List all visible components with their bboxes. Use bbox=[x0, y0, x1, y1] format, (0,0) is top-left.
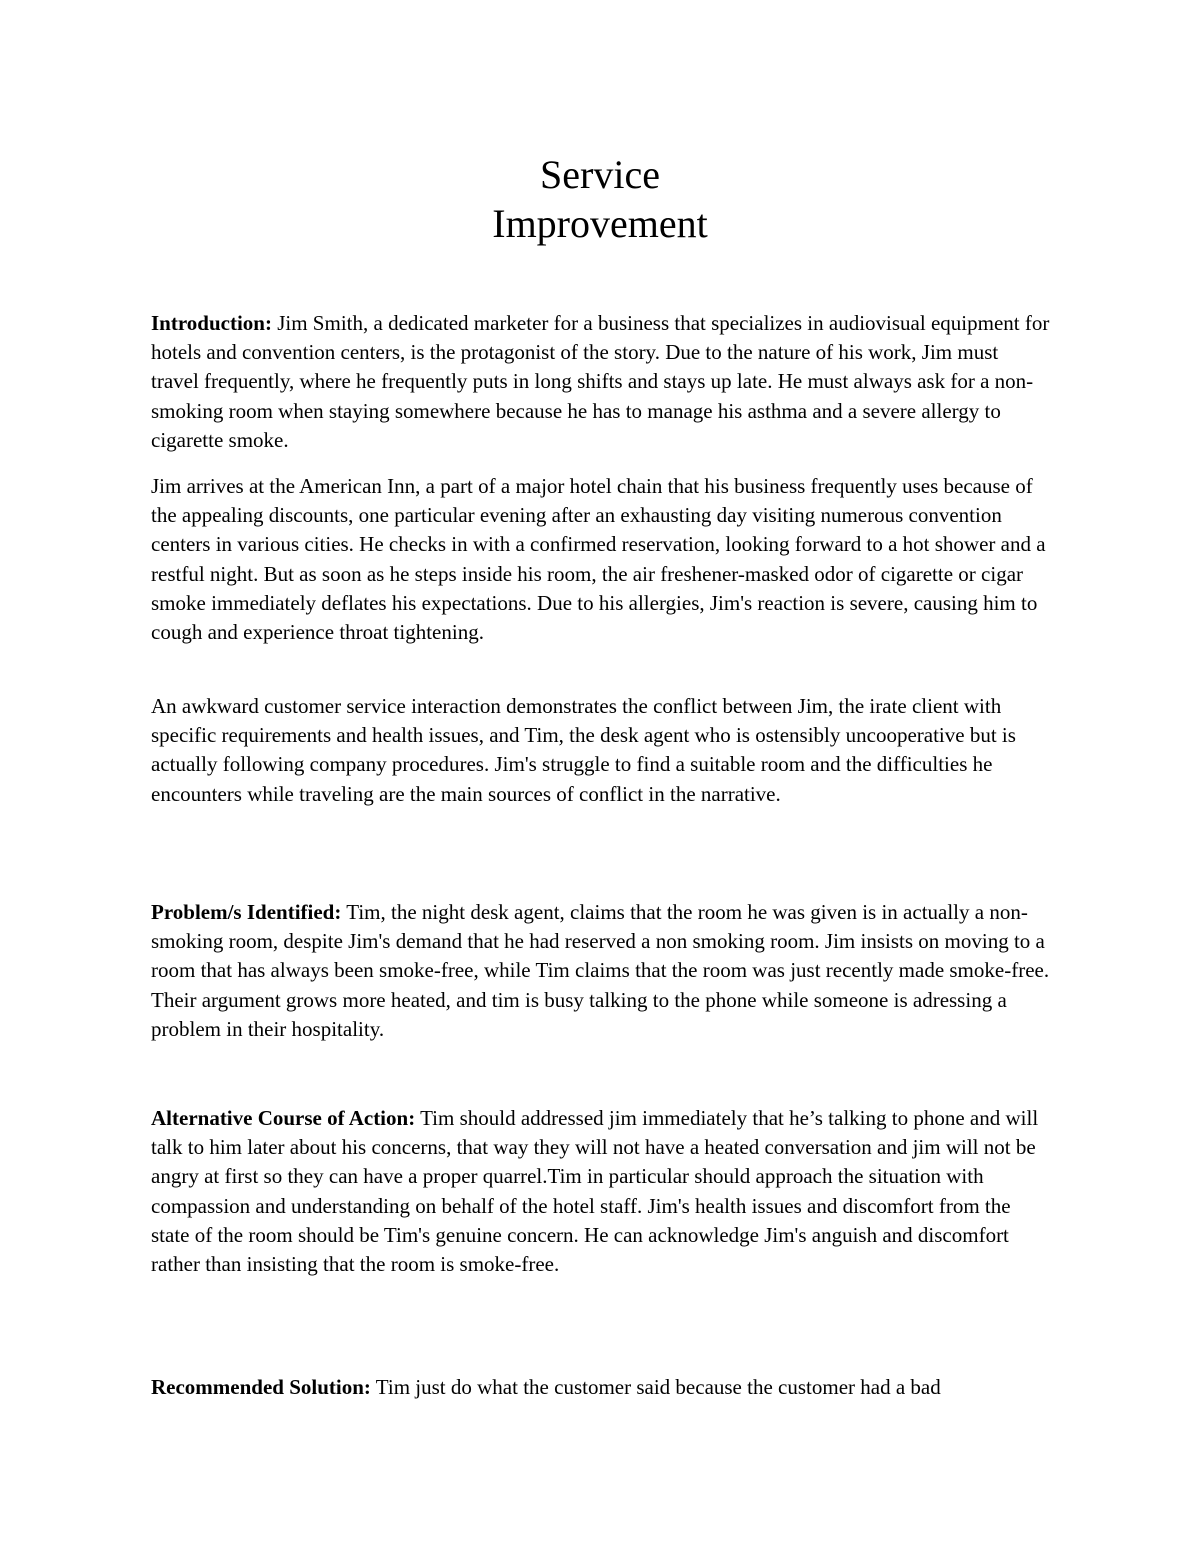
conflict-paragraph bbox=[151, 692, 1051, 809]
problem-paragraph bbox=[151, 898, 1051, 1044]
title-line-2: Improvement bbox=[492, 201, 708, 246]
problem-text: Tim, the night desk agent, claims that the room he was given is in actually a non-smoking room, despite Jim's demand that he had reserved a non smoking room. Jim insists on moving to a room that has always been smoke-free, while Tim claims that the room was just recently made smoke-free. Their argument grows more heated, and tim is busy talking to the phone while someone is adressing a problem in their hospitality. bbox=[151, 900, 1050, 1041]
title-line-1: Service bbox=[540, 152, 660, 197]
introduction-text: Jim Smith, a dedicated marketer for a business that specializes in audiovisual equipment for hotels and convention centers, is the protagonist of the story. Due to the nature of his work, Jim must travel frequently, where he frequently puts in long shifts and stays up late. He must always ask for a non-smoking room when staying somewhere because he has to manage his asthma and a severe allergy to cigarette smoke. bbox=[151, 311, 1050, 452]
arrival-paragraph bbox=[151, 472, 1051, 647]
conflict-text: An awkward customer service interaction demonstrates the conflict between Jim, the irate client with specific requirements and health issues, and Tim, the desk agent who is ostensibly uncooperative but is actually following company procedures. Jim's struggle to find a suitable room and the difficulties he encounters while traveling are the main sources of conflict in the narrative. bbox=[151, 694, 1016, 806]
problem-label: Problem/s Identified: bbox=[151, 900, 342, 924]
document-title bbox=[0, 150, 1200, 248]
alternative-label: Alternative Course of Action: bbox=[151, 1106, 416, 1130]
introduction-paragraph bbox=[151, 309, 1051, 455]
introduction-label: Introduction: bbox=[151, 311, 272, 335]
alternative-text: Tim should addressed jim immediately that he’s talking to phone and will talk to him later about his concerns, that way they will not have a heated conversation and jim will not be angry at first so they can have a proper quarrel.Tim in particular should approach the situation with compassion and understanding on behalf of the hotel staff. Jim's health issues and discomfort from the state of the room should be Tim's genuine concern. He can acknowledge Jim's anguish and discomfort rather than insisting that the room is smoke-free. bbox=[151, 1106, 1039, 1277]
recommended-text: Tim just do what the customer said because the customer had a bad bbox=[370, 1375, 941, 1399]
arrival-text: Jim arrives at the American Inn, a part of a major hotel chain that his business frequently uses because of the appealing discounts, one particular evening after an exhausting day visiting numerous convention centers in various cities. He checks in with a confirmed reservation, looking forward to a hot shower and a restful night. But as soon as he steps inside his room, the air freshener-masked odor of cigarette or cigar smoke immediately deflates his expectations. Due to his allergies, Jim's reaction is severe, causing him to cough and experience throat tightening. bbox=[151, 474, 1046, 645]
recommended-label: Recommended Solution: bbox=[151, 1375, 371, 1399]
recommended-paragraph bbox=[151, 1373, 1051, 1402]
alternative-paragraph bbox=[151, 1104, 1051, 1279]
